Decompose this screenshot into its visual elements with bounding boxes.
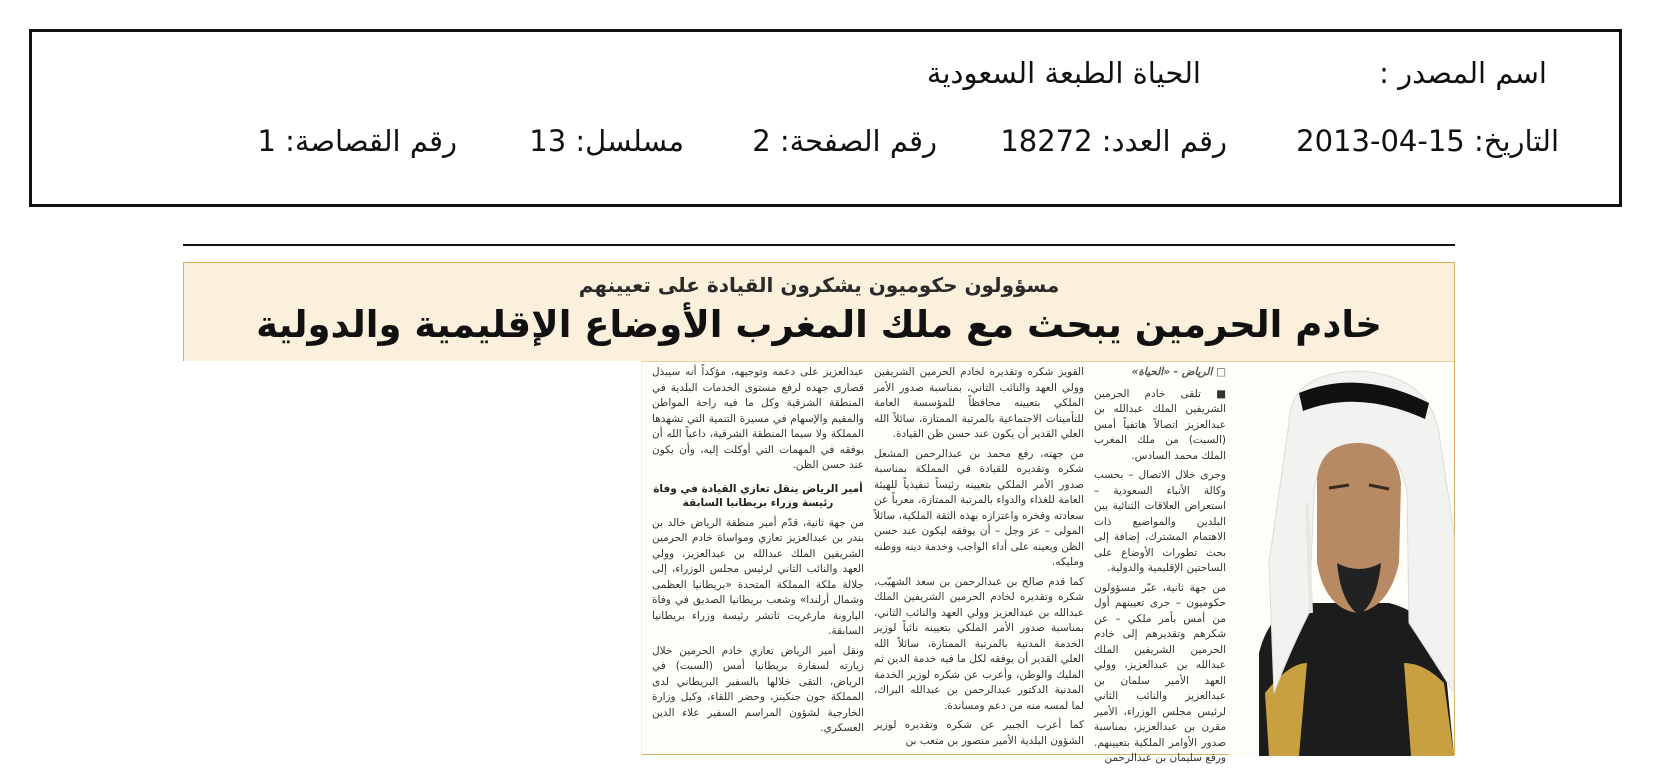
portrait-photo xyxy=(1229,363,1454,756)
subheading: أمير الرياض ينقل تعازي القيادة في وفاة رئيسة وزراء بريطانيا السابقة xyxy=(653,482,863,509)
paragraph: عبدالعزيز على دعمه وتوجيهه، مؤكداً أنه سيبذل قصارى جهده لرفع مستوى الخدمات البلدية في المنطقة الشرقية وكل ما فيه راحة المواطن والمقيم والإسهام في مسيرة التنمية التي تشهدها المملكة ولا سيما المنطقة الشرقية، داعياً الله أن يوفقه في المهمات التي أوكلت إليه، وأن يكون عند حسن الظن. xyxy=(652,366,864,471)
paragraph: من جهة ثانية، عبّر مسؤولون حكوميون – جرى تعيينهم أول من أمس بأمر ملكي – عن شكرهم وتقديرهم إلى خادم الحرمين الشريفين الملك عبدالله بن عبدالعزيز، وولي العهد الأمير سلمان بن عبدالعزيز والنائب الثاني لرئيس مجلس الوزراء، الأمير مقرن بن عبدالعزيز، بمناسبة صدور الأوامر الملكية بتعيينهم. ورفع سليمان بن عبدالرحمن xyxy=(1094,581,1226,764)
headline-band xyxy=(184,263,1454,362)
paragraph: كما أعرب الجبير عن شكره وتقديره لوزير الشؤون البلدية الأمير منصور بن متعب بن xyxy=(874,719,1084,747)
issue-number-field: رقم العدد: 18272 xyxy=(1000,124,1227,158)
paragraph: من جهة ثانية، قدّم أمير منطقة الرياض خالد بن بندر بن عبدالعزيز تعازي ومواساة خادم الحرمين الشريفين الملك عبدالله بن عبدالعزيز، وولي العهد والنائب الثاني لرئيس مجلس الوزراء، إلى جلالة ملكة المملكة المتحدة «بريطانيا العظمى وشمال أرلندا» وشعب بريطانيا الصديق في وفاة البارونة مارغريت ثاتشر رئيسة وزراء بريطانيا السابقة. xyxy=(652,516,864,637)
article-headline: خادم الحرمين يبحث مع ملك المغرب الأوضاع الإقليمية والدولية xyxy=(256,303,1382,346)
paragraph: كما قدم صالح بن عبدالرحمن بن سعد الشهيّب، شكره وتقديره لخادم الحرمين الشريفين الملك عبدالله بن عبدالعزيز وولي العهد والنائب الثاني، بمناسبة صدور الأمر الملكي بتعيينه نائباً لوزير الخدمة المدنية بالمرتبة الممتازة، سائلاً الله العلي القدير أن يوفقه لكل ما فيه خدمة الدين ثم المليك والوطن، وأعرب عن شكره لوزير الخدمة المدنية الدكتور عبدالرحمن بن عبدالله البراك، لما لمسه منه من دعم ومساندة. xyxy=(874,575,1084,712)
article-column-1 xyxy=(1094,365,1226,764)
newspaper-clipping xyxy=(183,262,1455,764)
clip-number-field: رقم القصاصة: 1 xyxy=(257,124,457,158)
paragraph: وجرى خلال الاتصال – بحسب وكالة الأنباء السعودية – استعراض العلاقات الثنائية بين البلدين والمواضيع ذات الاهتمام المشترك، إضافة إلى بحث تطورات الأوضاع على الساحتين الإقليمية والدولية. xyxy=(1094,469,1226,574)
page-number-field: رقم الصفحة: 2 xyxy=(752,124,937,158)
paragraph: من جهته، رفع محمد بن عبدالرحمن المشعل شكره وتقديره للقيادة في المملكة بمناسبة صدور الأمر الملكي بتعيينه رئيساً تنفيذياً للهيئة العامة للغذاء والدواء بالمرتبة الممتازة، معرباً عن سعادته وفخره واعتزازه بهذه الثقة الملكية، سائلاً المولى – عز وجل – أن يوفقه ليكون عند حسن الظن ويعينه على أداء الواجب وخدمة دينه ووطنه ومليكه. xyxy=(874,447,1084,568)
blank-area xyxy=(183,361,642,757)
byline: □ الرياض - «الحياة» xyxy=(1131,366,1226,378)
article-kicker: مسؤولون حكوميون يشكرون القيادة على تعيينهم xyxy=(578,273,1060,297)
paragraph: ■ تلقى خادم الحرمين الشريفين الملك عبدالله بن عبدالعزيز اتصالاً هاتفياً أمس (السبت) من ملك المغرب الملك محمد السادس. xyxy=(1094,387,1226,462)
date-field: التاريخ: 15-04-2013 xyxy=(1296,124,1559,158)
paragraph: القويز شكره وتقديره لخادم الحرمين الشريفين وولي العهد والنائب الثاني، بمناسبة صدور الأمر الملكي بتعيينه محافظاً للمؤسسة العامة للتأمينات الاجتماعية بالمرتبة الممتازة، سائلاً الله العلي القدير أن يكون عند حسن ظن القيادة. xyxy=(874,366,1084,440)
article-column-2 xyxy=(874,365,1084,750)
source-label: اسم المصدر : xyxy=(1379,56,1547,90)
source-value: الحياة الطبعة السعودية xyxy=(926,56,1201,90)
metadata-box xyxy=(29,29,1622,207)
article-column-3 xyxy=(652,365,864,750)
paragraph: ونقل أمير الرياض تعازي خادم الحرمين خلال زيارته لسفارة بريطانيا أمس (السبت) في الرياض، التقى خلالها بالسفير البريطاني لدى المملكة جون جنكينز، وحضر اللقاء، وكيل وزارة الخارجية لشؤون المراسم السفير علاء الدين العسكري. xyxy=(652,644,864,734)
horizontal-rule xyxy=(183,244,1455,246)
serial-field: مسلسل: 13 xyxy=(529,124,684,158)
